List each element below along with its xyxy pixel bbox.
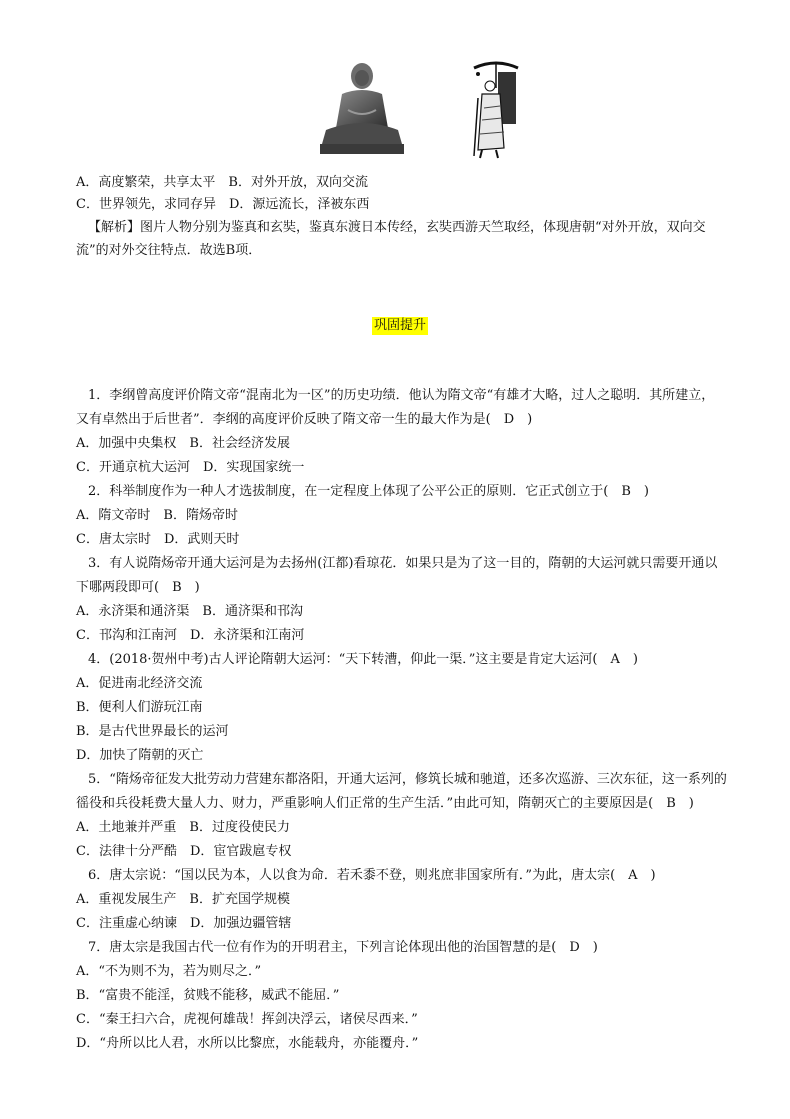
question-3-line-1: 3．有人说隋炀帝开通大运河是为去扬州(江都)看琼花．如果只是为了这一目的，隋朝的大运河就只需要开通以 [88, 556, 718, 571]
question-4-option-d: D．加快了隋朝的灭亡 [76, 748, 204, 763]
question-3-options-2: C．邗沟和江南河 D．永济渠和江南河 [76, 628, 305, 643]
intro-options-line-1: A．高度繁荣，共享太平 B．对外开放，双向交流 [76, 175, 368, 190]
question-5-line-1: 5．“隋炀帝征发大批劳动力营建东都洛阳，开通大运河，修筑长城和驰道，还多次巡游、三次东征，这一系列的 [88, 772, 727, 787]
question-7-option-c: C．“秦王扫六合，虎视何雄哉！挥剑决浮云，诸侯尽西来．” [76, 1012, 418, 1027]
question-7-option-b: B．“富贵不能淫，贫贱不能移，威武不能屈．” [76, 988, 340, 1003]
analysis-line-1: 【解析】图片人物分别为鉴真和玄奘，鉴真东渡日本传经，玄奘西游天竺取经，体现唐朝“对外开放，双向交 [88, 220, 706, 235]
question-1-options-1: A．加强中央集权 B．社会经济发展 [76, 436, 290, 451]
question-2-options-1: A．隋文帝时 B．隋炀帝时 [76, 508, 238, 523]
question-4-option-c: B．是古代世界最长的运河 [76, 724, 229, 739]
question-2-options-2: C．唐太宗时 D．武则天时 [76, 532, 240, 547]
analysis-line-2: 流”的对外交往特点．故选B项． [76, 243, 262, 258]
question-7-option-a: A．“不为则不为，若为则尽之．” [76, 964, 262, 979]
question-4-option-a: A．促进南北经济交流 [76, 676, 203, 691]
intro-options-line-2: C．世界领先，求同存异 D．源远流长，泽被东西 [76, 197, 370, 212]
question-2-line-1: 2．科举制度作为一种人才选拔制度，在一定程度上体现了公平公正的原则．它正式创立于( B ) [88, 484, 649, 499]
question-4-option-b: B．便利人们游玩江南 [76, 700, 203, 715]
traveling-monk-drawing [466, 58, 526, 162]
question-3-options-1: A．永济渠和通济渠 B．通济渠和邗沟 [76, 604, 303, 619]
figure-group [318, 58, 518, 164]
question-5-options-2: C．法律十分严酷 D．宦官跋扈专权 [76, 844, 292, 859]
seated-monk-statue-image [318, 58, 406, 158]
question-6-line-1: 6．唐太宗说：“国以民为本，人以食为命．若禾黍不登，则兆庶非国家所有．”为此，唐太宗( A ) [88, 868, 656, 883]
question-6-options-2: C．注重虚心纳谏 D．加强边疆管辖 [76, 916, 292, 931]
section-title: 巩固提升 [374, 318, 427, 333]
question-4-line-1: 4．(2018·贺州中考)古人评论隋朝大运河：“天下转漕，仰此一渠．”这主要是肯定大运河( A ) [88, 652, 638, 667]
question-3-line-2: 下哪两段即可( B ) [76, 580, 200, 595]
question-1-line-2: 又有卓然出于后世者”．李纲的高度评价反映了隋文帝一生的最大作为是( D ) [76, 412, 533, 427]
question-7-line-1: 7．唐太宗是我国古代一位有作为的开明君主，下列言论体现出他的治国智慧的是( D ) [88, 940, 598, 955]
question-1-options-2: C．开通京杭大运河 D．实现国家统一 [76, 460, 305, 475]
question-5-options-1: A．土地兼并严重 B．过度役使民力 [76, 820, 290, 835]
question-1-line-1: 1．李纲曾高度评价隋文帝“混南北为一区”的历史功绩．他认为隋文帝“有雄才大略，过人之聪明．其所建立， [88, 388, 715, 403]
question-7-option-d: D．“舟所以比人君，水所以比黎庶，水能载舟，亦能覆舟．” [76, 1036, 419, 1051]
question-6-options-1: A．重视发展生产 B．扩充国学规模 [76, 892, 290, 907]
question-5-line-2: 徭役和兵役耗费大量人力、财力，严重影响人们正常的生产生活．”由此可知，隋朝灭亡的主要原因是( B ) [76, 796, 694, 811]
